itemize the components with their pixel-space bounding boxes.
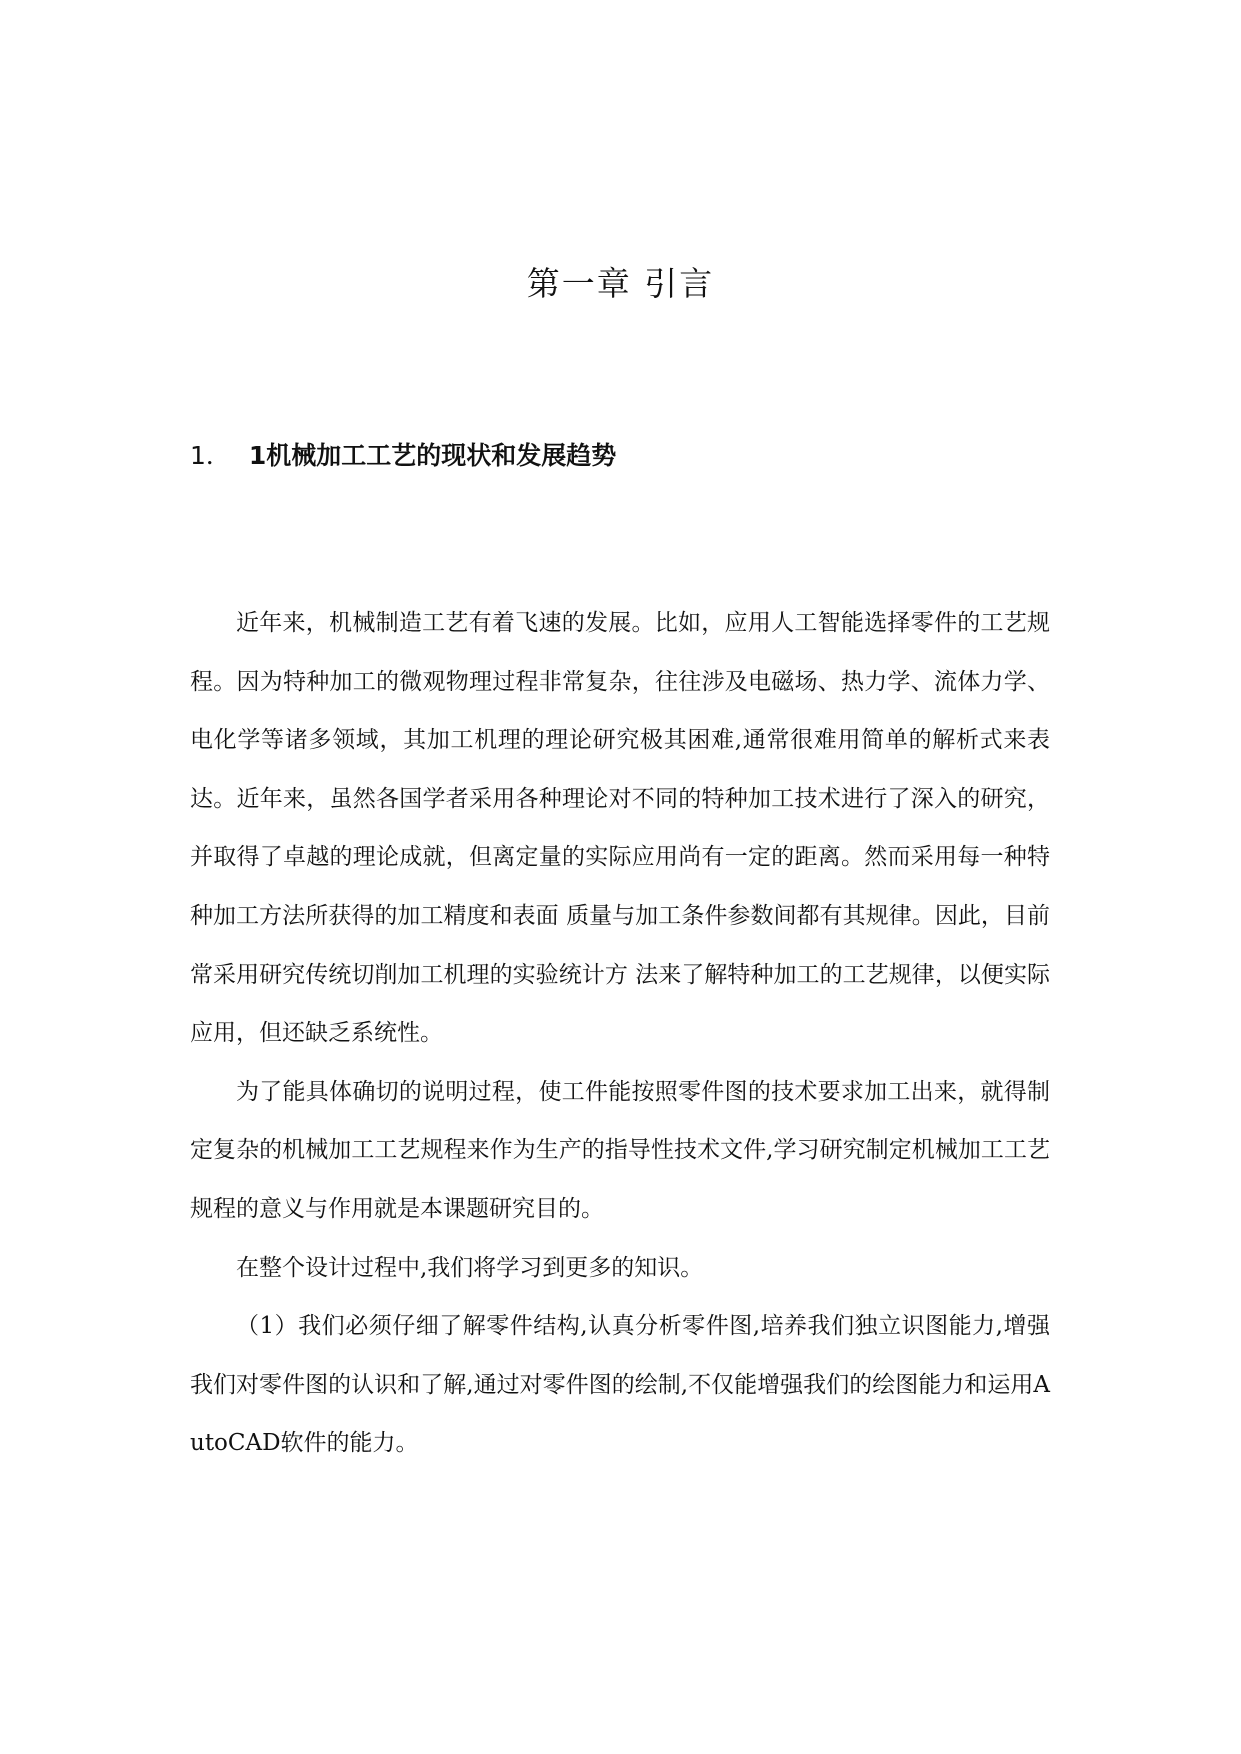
- section-heading: [190, 438, 616, 474]
- body-text: [190, 594, 1050, 1473]
- paragraph-learning: 在整个设计过程中,我们将学习到更多的知识。: [236, 1254, 704, 1281]
- chapter-title: 第一章 引言: [526, 264, 715, 303]
- paragraph-purpose: 为了能具体确切的说明过程，使工件能按照零件图的技术要求加工出来，就得制定复杂的机械加工工艺规程来作为生产的指导性技术文件,学习研究制定机械加工工艺规程的意义与作用就是本课题研究目的。: [190, 1078, 1050, 1222]
- section-number: 1．: [190, 441, 231, 470]
- section-title: 1机械加工工艺的现状和发展趋势: [248, 441, 617, 470]
- paragraph-development: 近年来，机械制造工艺有着飞速的发展。比如，应用人工智能选择零件的工艺规程。因为特种加工的微观物理过程非常复杂，往往涉及电磁场、热力学、流体力学、电化学等诸多领域，其加工机理的理论研究极其困难,通常很难用简单的解析式来表达。近年来，虽然各国学者采用各种理论对不同的特种加工技术进行了深入的研究，并取得了卓越的理论成就，但离定量的实际应用尚有一定的距离。然而采用每一种特种加工方法所获得的加工精度和表面 质量与加工条件参数间都有其规律。因此，目前常采用研究传统切削加工机理的实验统计方 法来了解特种加工的工艺规律，以便实际应用，但还缺乏系统性。: [190, 610, 1050, 1047]
- paragraph-item-1: （1）我们必须仔细了解零件结构,认真分析零件图,培养我们独立识图能力,增强我们对零件图的认识和了解,通过对零件图的绘制,不仅能增强我们的绘图能力和运用AutoCAD软件的能力。: [190, 1313, 1050, 1457]
